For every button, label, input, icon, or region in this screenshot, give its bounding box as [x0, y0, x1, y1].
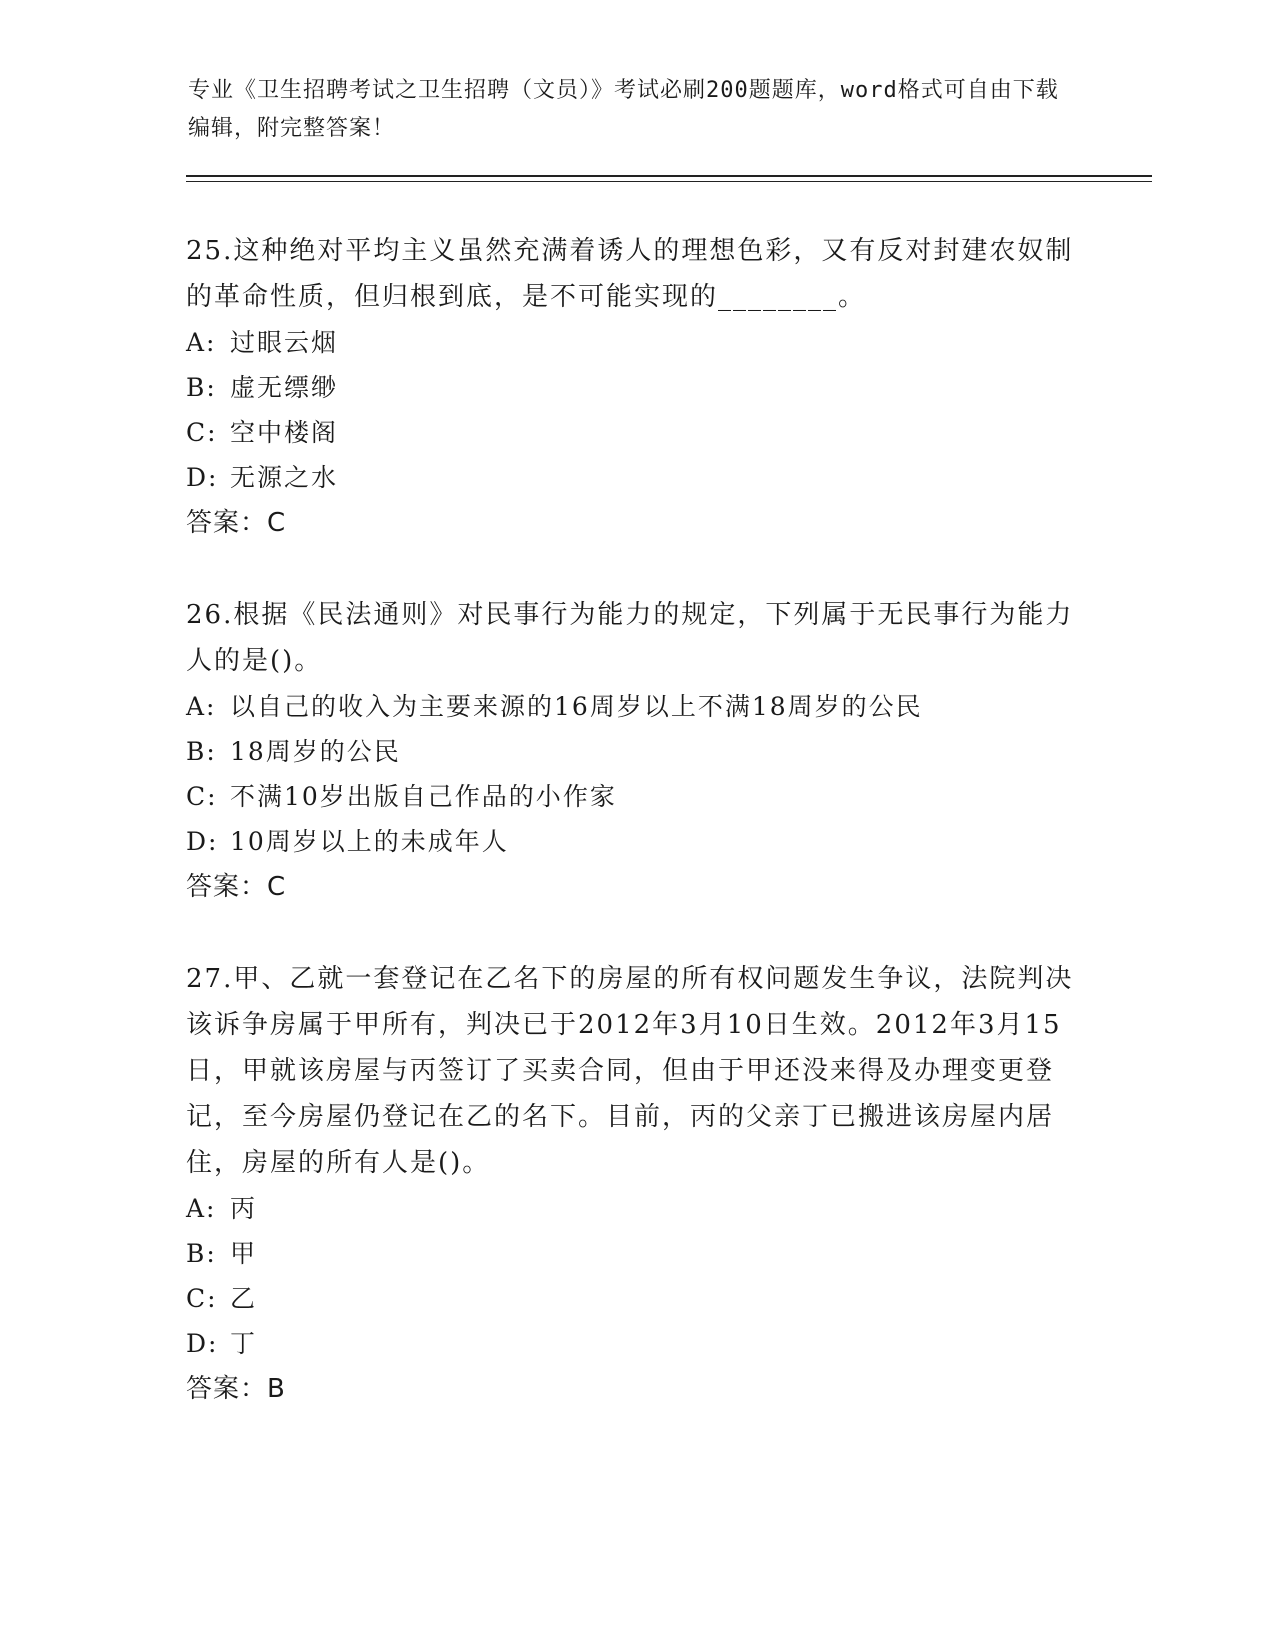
question-25 — [186, 228, 1086, 546]
option-c — [186, 410, 1086, 455]
option-letter: A: — [186, 1194, 217, 1223]
option-text: 18周岁的公民 — [230, 737, 401, 766]
option-b — [186, 1231, 1086, 1276]
answer-line: 答案：C — [186, 508, 287, 538]
option-a — [186, 684, 1086, 729]
option-letter: D: — [186, 1329, 219, 1358]
option-letter: A: — [186, 328, 217, 357]
option-b — [186, 729, 1086, 774]
option-c — [186, 1276, 1086, 1321]
option-text: 甲 — [230, 1239, 258, 1268]
option-d — [186, 1321, 1086, 1366]
question-stem: 26.根据《民法通则》对民事行为能力的规定，下列属于无民事行为能力人的是()。 — [186, 600, 1074, 676]
option-d — [186, 455, 1086, 500]
option-text: 不满10岁出版自己作品的小作家 — [230, 782, 617, 811]
option-letter: A: — [186, 692, 217, 721]
option-text: 乙 — [230, 1284, 258, 1313]
header-divider — [186, 175, 1152, 177]
option-text: 无源之水 — [230, 463, 339, 492]
option-letter: C: — [186, 1284, 218, 1313]
question-stem: 25.这种绝对平均主义虽然充满着诱人的理想色彩，又有反对封建农奴制的革命性质，但归根到底，是不可能实现的________。 — [186, 236, 1074, 312]
question-stem: 27.甲、乙就一套登记在乙名下的房屋的所有权问题发生争议，法院判决该诉争房属于甲所有，判决已于2012年3月10日生效。2012年3月15日，甲就该房屋与丙签订了买卖合同，但由于甲还没来得及办理变更登记，至今房屋仍登记在乙的名下。目前，丙的父亲丁已搬进该房屋内居住，房屋的所有人是()。 — [186, 964, 1074, 1178]
header-divider-thin — [186, 181, 1152, 182]
document-header: 专业《卫生招聘考试之卫生招聘（文员）》考试必刷200题题库，word格式可自由下载编辑，附完整答案！ — [188, 78, 1059, 141]
option-text: 虚无缥缈 — [230, 373, 339, 402]
answer-line: 答案：B — [186, 1374, 286, 1404]
option-a — [186, 320, 1086, 365]
option-text: 空中楼阁 — [230, 418, 339, 447]
question-27 — [186, 956, 1086, 1412]
answer-line: 答案：C — [186, 872, 287, 902]
option-text: 丁 — [230, 1329, 258, 1358]
option-text: 以自己的收入为主要来源的16周岁以上不满18周岁的公民 — [230, 692, 923, 721]
option-letter: D: — [186, 827, 219, 856]
option-letter: C: — [186, 418, 218, 447]
option-a — [186, 1186, 1086, 1231]
option-letter: B: — [186, 373, 217, 402]
question-26 — [186, 592, 1086, 910]
option-letter: B: — [186, 1239, 217, 1268]
option-text: 丙 — [230, 1194, 258, 1223]
option-letter: B: — [186, 737, 217, 766]
option-text: 过眼云烟 — [230, 328, 339, 357]
option-letter: D: — [186, 463, 219, 492]
option-c — [186, 774, 1086, 819]
option-d — [186, 819, 1086, 864]
option-text: 10周岁以上的未成年人 — [230, 827, 509, 856]
option-letter: C: — [186, 782, 218, 811]
option-b — [186, 365, 1086, 410]
